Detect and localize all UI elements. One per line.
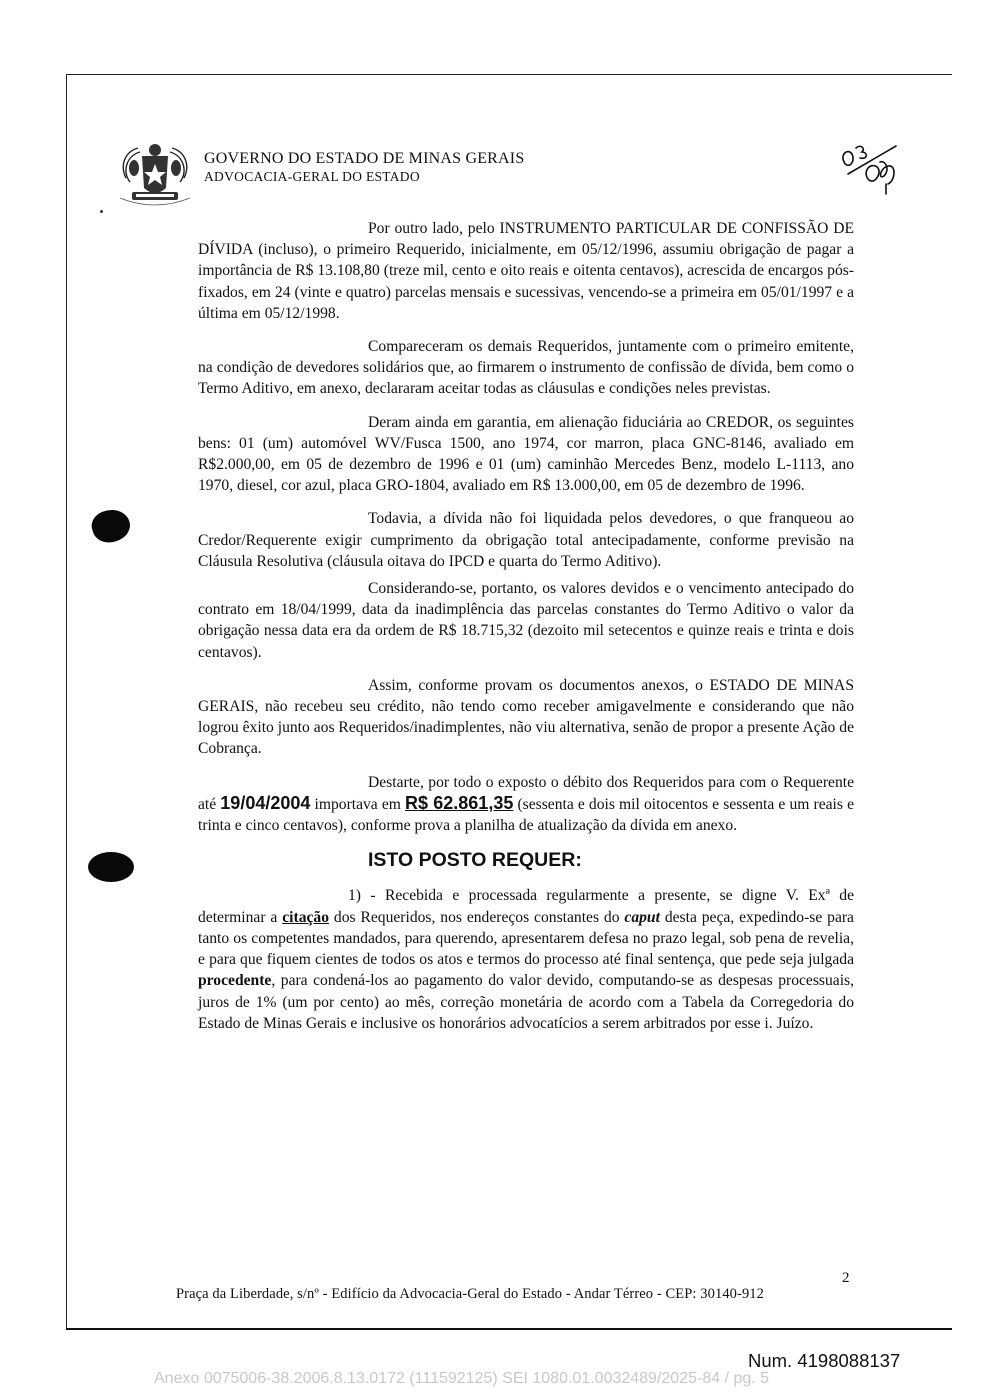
watermark-annex: Anexo 0075006-38.2006.8.13.0172 (111592125) SEI 1080.01.0032489/2025-84 / pg. 5 [154, 1370, 770, 1387]
text-run: , para condená-los ao pagamento do valor devido, computando-se as despesas processuais, juros de 1% (um por cento) ao mês, correção monetária de acordo com a Tabela da Corregedoria do Estado de Minas Gerais e inclusive os honorários advocatícios a serem arbitrados por esse i. Juízo. [198, 972, 854, 1032]
border-bottom [66, 1328, 952, 1330]
paragraph: Considerando-se, portanto, os valores devidos e o vencimento antecipado do contrato em 18/04/1999, data da inadimplência das parcelas constantes do Termo Aditivo o valor da obrigação nessa data era da ordem de R$ 18.715,32 (dezoito mil setecentos e quinze reais e trinta e dois centavos). [198, 580, 854, 661]
text-run: importava em [310, 795, 406, 813]
text-run: (sessenta e dois mil oitocentos e sessenta e um reais e trinta e cinco centavos), conforme prova a planilha de atualização da dívida em anexo. [198, 795, 854, 835]
paragraph: Todavia, a dívida não foi liquidada pelos devedores, o que franqueou ao Credor/Requerente exigir cumprimento da obrigação total antecipadamente, conforme previsão na Cláusula Resolutiva (cláusula oitava do IPCD e quarta do Termo Aditivo). [198, 510, 854, 570]
handwritten-stamp [838, 140, 918, 196]
caput-term: caput [624, 908, 660, 926]
border-top [66, 74, 952, 75]
header-government: GOVERNO DO ESTADO DE MINAS GERAIS [204, 150, 525, 167]
border-left [66, 74, 67, 1329]
section-title: ISTO POSTO REQUER: [368, 849, 582, 872]
debt-amount: R$ 62.861,35 [405, 792, 514, 813]
document-number: Num. 4198088137 [748, 1350, 901, 1371]
scan-speck [100, 210, 103, 213]
text-run: 1) - Recebida e processada regularmente a presente, se digne V. Exª de determinar a [198, 887, 854, 926]
paragraph: Assim, conforme provam os documentos anexos, o ESTADO DE MINAS GERAIS, não recebeu seu crédito, não tendo como receber amigavelmente e considerando que não logrou êxito junto aos Requeridos/inadimplentes, não viu alternativa, senão de propor a presente Ação de Cobrança. [198, 676, 854, 758]
text-run: Destarte, por todo o exposto o débito dos Requeridos para com o Requerente até [198, 773, 854, 813]
request-item-1 [198, 885, 854, 1033]
paragraph: Por outro lado, pelo INSTRUMENTO PARTICULAR DE CONFISSÃO DE DÍVIDA (incluso), o primeiro Requerido, inicialmente, em 05/12/1996, assumiu obrigação de pagar a importância de R$ 13.108,80 (treze mil, cento e oito reais e oitenta centavos), acrescida de encargos pós-fixados, em 24 (vinte e quatro) parcelas mensais e sucessivas, vencendo-se a primeira em 05/01/1997 e a última em 05/12/1998. [198, 220, 854, 322]
text-run: desta peça, expedindo-se para tanto os competentes mandados, para querendo, apresentarem defesa no prazo legal, sob pena de revelia, e para que fiquem cientes de todos os atos e termos do processo até final sentença, que pede seja julgada [198, 908, 854, 969]
citacao-term: citação [282, 908, 330, 926]
procedente-term: procedente [198, 972, 272, 990]
punch-hole-mark [89, 506, 134, 547]
text-run: dos Requeridos, nos endereços constantes do [329, 908, 625, 926]
footer-address: Praça da Liberdade, s/nº - Edifício da Advocacia-Geral do Estado - Andar Térreo - CEP: 30140-912 [176, 1286, 764, 1302]
paragraph-debt-total [198, 772, 854, 837]
punch-hole-mark [88, 852, 134, 882]
header-agency: ADVOCACIA-GERAL DO ESTADO [204, 169, 420, 184]
coat-of-arms-icon [112, 138, 198, 210]
document-body [198, 218, 854, 1034]
paragraph: Compareceram os demais Requeridos, juntamente com o primeiro emitente, na condição de devedores solidários que, ao firmarem o instrumento de confissão de dívida, bem como o Termo Aditivo, em anexo, declararam aceitar todas as cláusulas e condições neles previstas. [198, 338, 854, 398]
letterhead [204, 150, 524, 185]
page-number: 2 [842, 1270, 850, 1286]
debt-date: 19/04/2004 [220, 792, 311, 813]
paragraph: Deram ainda em garantia, em alienação fiduciária ao CREDOR, os seguintes bens: 01 (um) automóvel WV/Fusca 1500, ano 1974, cor marron, placa GNC-8146, avaliado em R$2.000,00, em 05 de dezembro de 1996 e 01 (um) caminhão Mercedes Benz, modelo L-1113, ano 1970, diesel, cor azul, placa GRO-1804, avaliado em R$ 13.000,00, em 05 de dezembro de 1996. [198, 413, 854, 495]
